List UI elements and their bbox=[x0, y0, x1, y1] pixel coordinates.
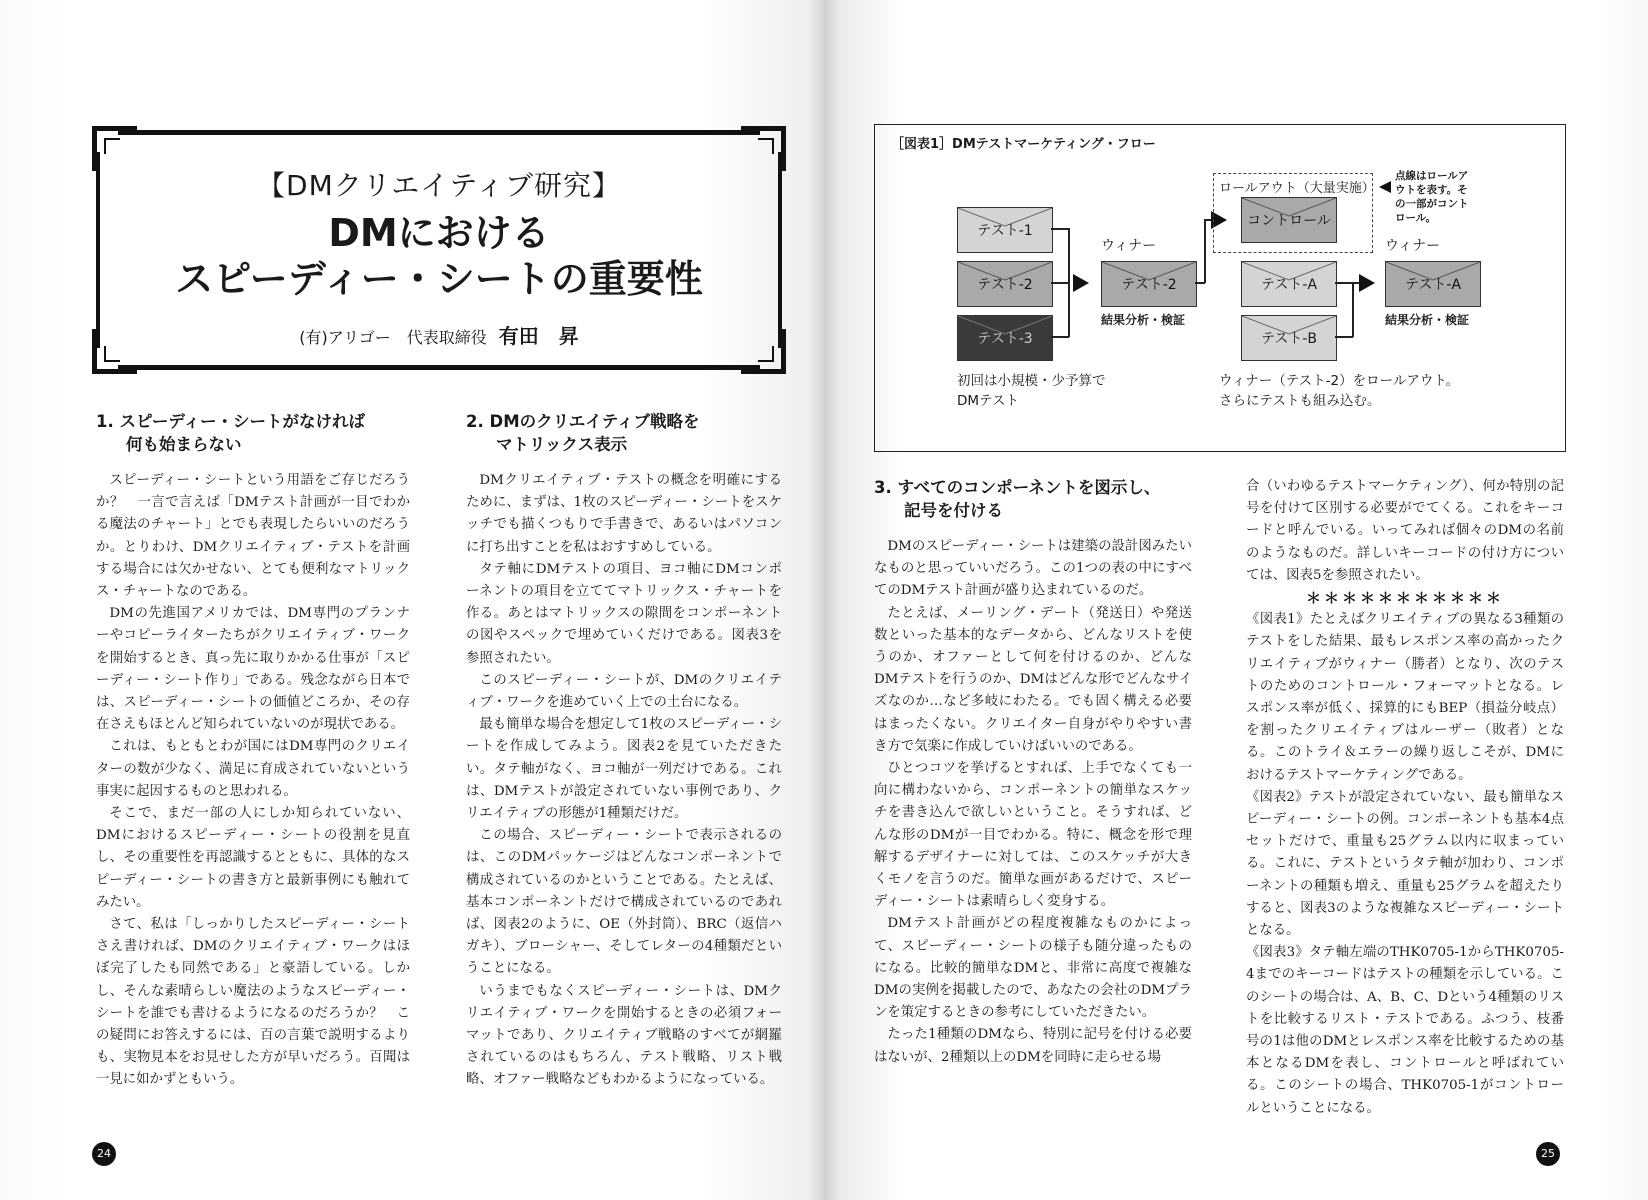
separator-stars: ＊＊＊＊＊＊＊＊＊＊＊ bbox=[1305, 589, 1504, 608]
arrow-icon bbox=[1073, 274, 1089, 292]
byline-name: 有田 昇 bbox=[498, 324, 579, 348]
envelope-winner-testA: テスト-A bbox=[1385, 261, 1481, 307]
envelope-control: コントロール bbox=[1241, 197, 1337, 243]
paragraph: さて、私は「しっかりしたスピーディー・シートさえ書ければ、DMのクリエイティブ・ワークはほぼ完了したも同然である」と豪語している。しかし、そんな素晴らしい魔法のようなスピーディー・シートを誰でも書けるようになるのだろうか？ この疑問にお答えするには、百の言葉で説明するよりも、実物見本をお見せした方が早いだろう。百聞は一見に如かずともいう。 bbox=[96, 917, 410, 1088]
paragraph: ひとつコツを挙げるとすれば、上手でなくても一向に構わないから、コンポーネントの簡単なスケッチを書き込んで欲しいということ。そうすれば、どんな形のDMが一目でわかる。特に、概念を形で理解するデザイナーに対しては、このスケッチが大きくモノを言うのだ。簡単な画があるだけで、スピーディー・シートは素晴らしく変身する。 bbox=[874, 761, 1192, 910]
section2-heading: 2. DMのクリエイティブ戦略を マトリックス表示 bbox=[466, 412, 700, 454]
rollout-note: 点線はロールアウトを表す。その一部がコントロール。 bbox=[1395, 170, 1469, 224]
paragraph: DMのスピーディー・シートは建築の設計図みたいなものと思っていいだろう。この1つの表の中にすべてのDMテスト計画が盛り込まれているのだ。 bbox=[874, 539, 1192, 599]
winner-label-2: ウィナー bbox=[1385, 238, 1441, 254]
figure-title: ［図表1］DMテストマーケティング・フロー bbox=[891, 137, 1156, 152]
paragraph: そこで、まだ一部の人にしか知られていない、DMにおけるスピーディー・シートの役割を見直し、その重要性を再認識するとともに、具体的なスピーディー・シートの書き方と最新事例にも触れてみたい。 bbox=[96, 806, 410, 910]
arrow-icon bbox=[1379, 181, 1391, 193]
analysis-label-1: 結果分析・検証 bbox=[1101, 313, 1186, 327]
envelope-test1: テスト-1 bbox=[957, 207, 1053, 253]
analysis-label-2: 結果分析・検証 bbox=[1385, 313, 1470, 327]
section3-heading: 3. すべてのコンポーネントを図示し、 記号を付ける bbox=[874, 478, 1161, 520]
arrow-icon bbox=[1359, 274, 1375, 292]
section1-heading: 1. スピーディー・シートがなければ 何も始まらない bbox=[96, 412, 366, 454]
page-number-left: 24 bbox=[92, 1142, 116, 1166]
rollout-label: ロールアウト（大量実施） bbox=[1219, 181, 1375, 196]
paragraph: 《図表1》たとえばクリエイティブの異なる3種類のテストをした結果、最もレスポンス率の高かったクリエイティブがウィナー（勝者）となり、次のテストのためのコントロール・フォーマットとなる。レスポンス率が低く、採算的にもBEP（損益分岐点）を割ったクリエイティブはルーザー（敗者）となる。このトライ＆エラーの繰り返しこそが、DMにおけるテストマーケティングである。 bbox=[1246, 612, 1564, 783]
byline-org: (有)アリゴー 代表取締役 bbox=[299, 328, 487, 347]
byline bbox=[96, 320, 782, 349]
paragraph: 《図表3》タテ軸左端のTHK0705-1からTHK0705-4までのキーコードはテストの種類を示している。このシートの場合は、A、B、C、Dという4種類のリストを比較するリスト・テストである。ふつう、枝番号の1は他のDMとレスポンス率を比較するための基本となるDMを表し、コントロールと呼ばれている。このシートの場合、THK0705-1がコントロールということになる。 bbox=[1246, 945, 1564, 1116]
paragraph: DMクリエイティブ・テストの概念を明確にするために、まずは、1枚のスピーディー・シートをスケッチでも描くつもりで手書きで、あるいはパソコンに打ち出すことを私はおすすめしている。 bbox=[466, 473, 782, 555]
paragraph: 《図表2》テストが設定されていない、最も簡単なスピーディー・シートの例。コンポーネントも基本4点セットだけで、重量も25グラム以内に収まっている。これに、テストというタテ軸が加わり、コンポーネントの種類も増え、重量も25グラムを超えたりすると、図表3のような複雑なスピーディー・シートとなる。 bbox=[1246, 789, 1564, 939]
envelope-testA: テスト-A bbox=[1241, 261, 1337, 307]
paragraph: いうまでもなくスピーディー・シートは、DMクリエイティブ・ワークを開始するときの必須フォーマットであり、クリエイティブ戦略のすべてが網羅されているのはもちろん、テスト戦略、リスト戦略、オファー戦略などもわかるようになっている。 bbox=[466, 983, 782, 1088]
paragraph: タテ軸にDMテストの項目、ヨコ軸にDMコンポーネントの項目を立ててマトリックス・チャートを作る。あとはマトリックスの隙間をコンポーネントの図やスペックで埋めていくだけである。図表3を参照されたい。 bbox=[466, 561, 782, 666]
envelope-test3: テスト-3 bbox=[957, 315, 1053, 361]
caption-right: ウィナー（テスト-2）をロールアウト。 さらにテストも組み込む。 bbox=[1219, 373, 1460, 409]
caption-left: 初回は小規模・少予算で DMテスト bbox=[957, 373, 1106, 409]
page-number-right: 25 bbox=[1536, 1142, 1560, 1166]
figure-dm-test-flow bbox=[874, 124, 1566, 452]
column-section2 bbox=[466, 410, 782, 1092]
column-section3 bbox=[874, 476, 1192, 1069]
page-gutter bbox=[808, 0, 840, 1200]
article-title-line2: スピーディー・シートの重要性 bbox=[175, 257, 703, 301]
winner-label-1: ウィナー bbox=[1101, 238, 1157, 254]
column-section1 bbox=[96, 410, 410, 1092]
series-label: 【DMクリエイティブ研究】 bbox=[257, 169, 621, 202]
title-frame bbox=[96, 130, 782, 370]
paragraph: これは、もともとわが国にはDM専門のクリエイターの数が少なく、満足に育成されていないという事実に起因するものと思われる。 bbox=[96, 739, 410, 799]
paragraph: スピーディー・シートという用語をご存じだろうか？ 一言で言えば「DMテスト計画が一目でわかる魔法のチャート」とでも表現したらいいのだろうか。とりわけ、DMクリエイティブ・テストを計画する場合には欠かせない、とても便利なマトリックス・チャートなのである。 bbox=[96, 473, 410, 600]
paragraph: たとえば、メーリング・デート（発送日）や発送数といった基本的なデータから、どんなリストを使うのか、オファーとして何を付けるのか、どんなDMテストを行うのか、DMはどんな形でどんなサイズなのか…など多岐にわたる。でも固く構える必要はまったくない。クリエイター自身がやりやすい書き方で気楽に作成していけばいいのである。 bbox=[874, 605, 1192, 754]
article-title-line1: DMにおける bbox=[328, 211, 550, 255]
envelope-test2: テスト-2 bbox=[957, 261, 1053, 307]
paragraph: 最も簡単な場合を想定して1枚のスピーディー・シートを作成してみよう。図表2を見ていただきたい。タテ軸がなく、ヨコ軸が一列だけである。これは、DMテストが設定されていない事例であり、クリエイティブの形態が1種類だけだ。 bbox=[466, 717, 782, 822]
column-section4 bbox=[1246, 476, 1564, 1120]
envelope-winner-test2: テスト-2 bbox=[1101, 261, 1197, 307]
paragraph: たった1種類のDMなら、特別に記号を付ける必要はないが、2種類以上のDMを同時に走らせる場 bbox=[874, 1027, 1192, 1065]
paragraph: この場合、スピーディー・シートで表示されるのは、このDMパッケージはどんなコンポーネントで構成されているのかということである。たとえば、基本コンポーネントだけで構成されているのであれば、図表2のように、OE（外封筒）、BRC（返信ハガキ）、ブローシャー、そしてレターの4種類だということになる。 bbox=[466, 828, 782, 977]
paragraph: このスピーディー・シートが、DMのクリエイティブ・ワークを進めていく上での土台になる。 bbox=[466, 672, 782, 711]
paragraph: 合（いわゆるテストマーケティング）、何か特別の記号を付けて区別する必要がでてくる。これをキーコードと呼んでいる。いってみれば個々のDMの名前のようなものだ。詳しいキーコードの付け方については、図表5を参照されたい。 bbox=[1246, 479, 1564, 583]
paragraph: DMテスト計画がどの程度複雑なものかによって、スピーディー・シートの様子も随分違ったものになる。比較的簡単なDMと、非常に高度で複雑なDMの実例を掲載したので、あなたの会社のDMプランを策定するときの参考にしていただきたい。 bbox=[874, 916, 1192, 1021]
paragraph: DMの先進国アメリカでは、DM専門のプランナーやコピーライターたちがクリエイティブ・ワークを開始するとき、真っ先に取りかかる仕事が「スピーディー・シート作り」である。残念ながら日本では、スピーディー・シートの価値どころか、その存在さえもほとんど知られていないのが現状である。 bbox=[96, 606, 410, 733]
envelope-testB: テスト-B bbox=[1241, 315, 1337, 361]
